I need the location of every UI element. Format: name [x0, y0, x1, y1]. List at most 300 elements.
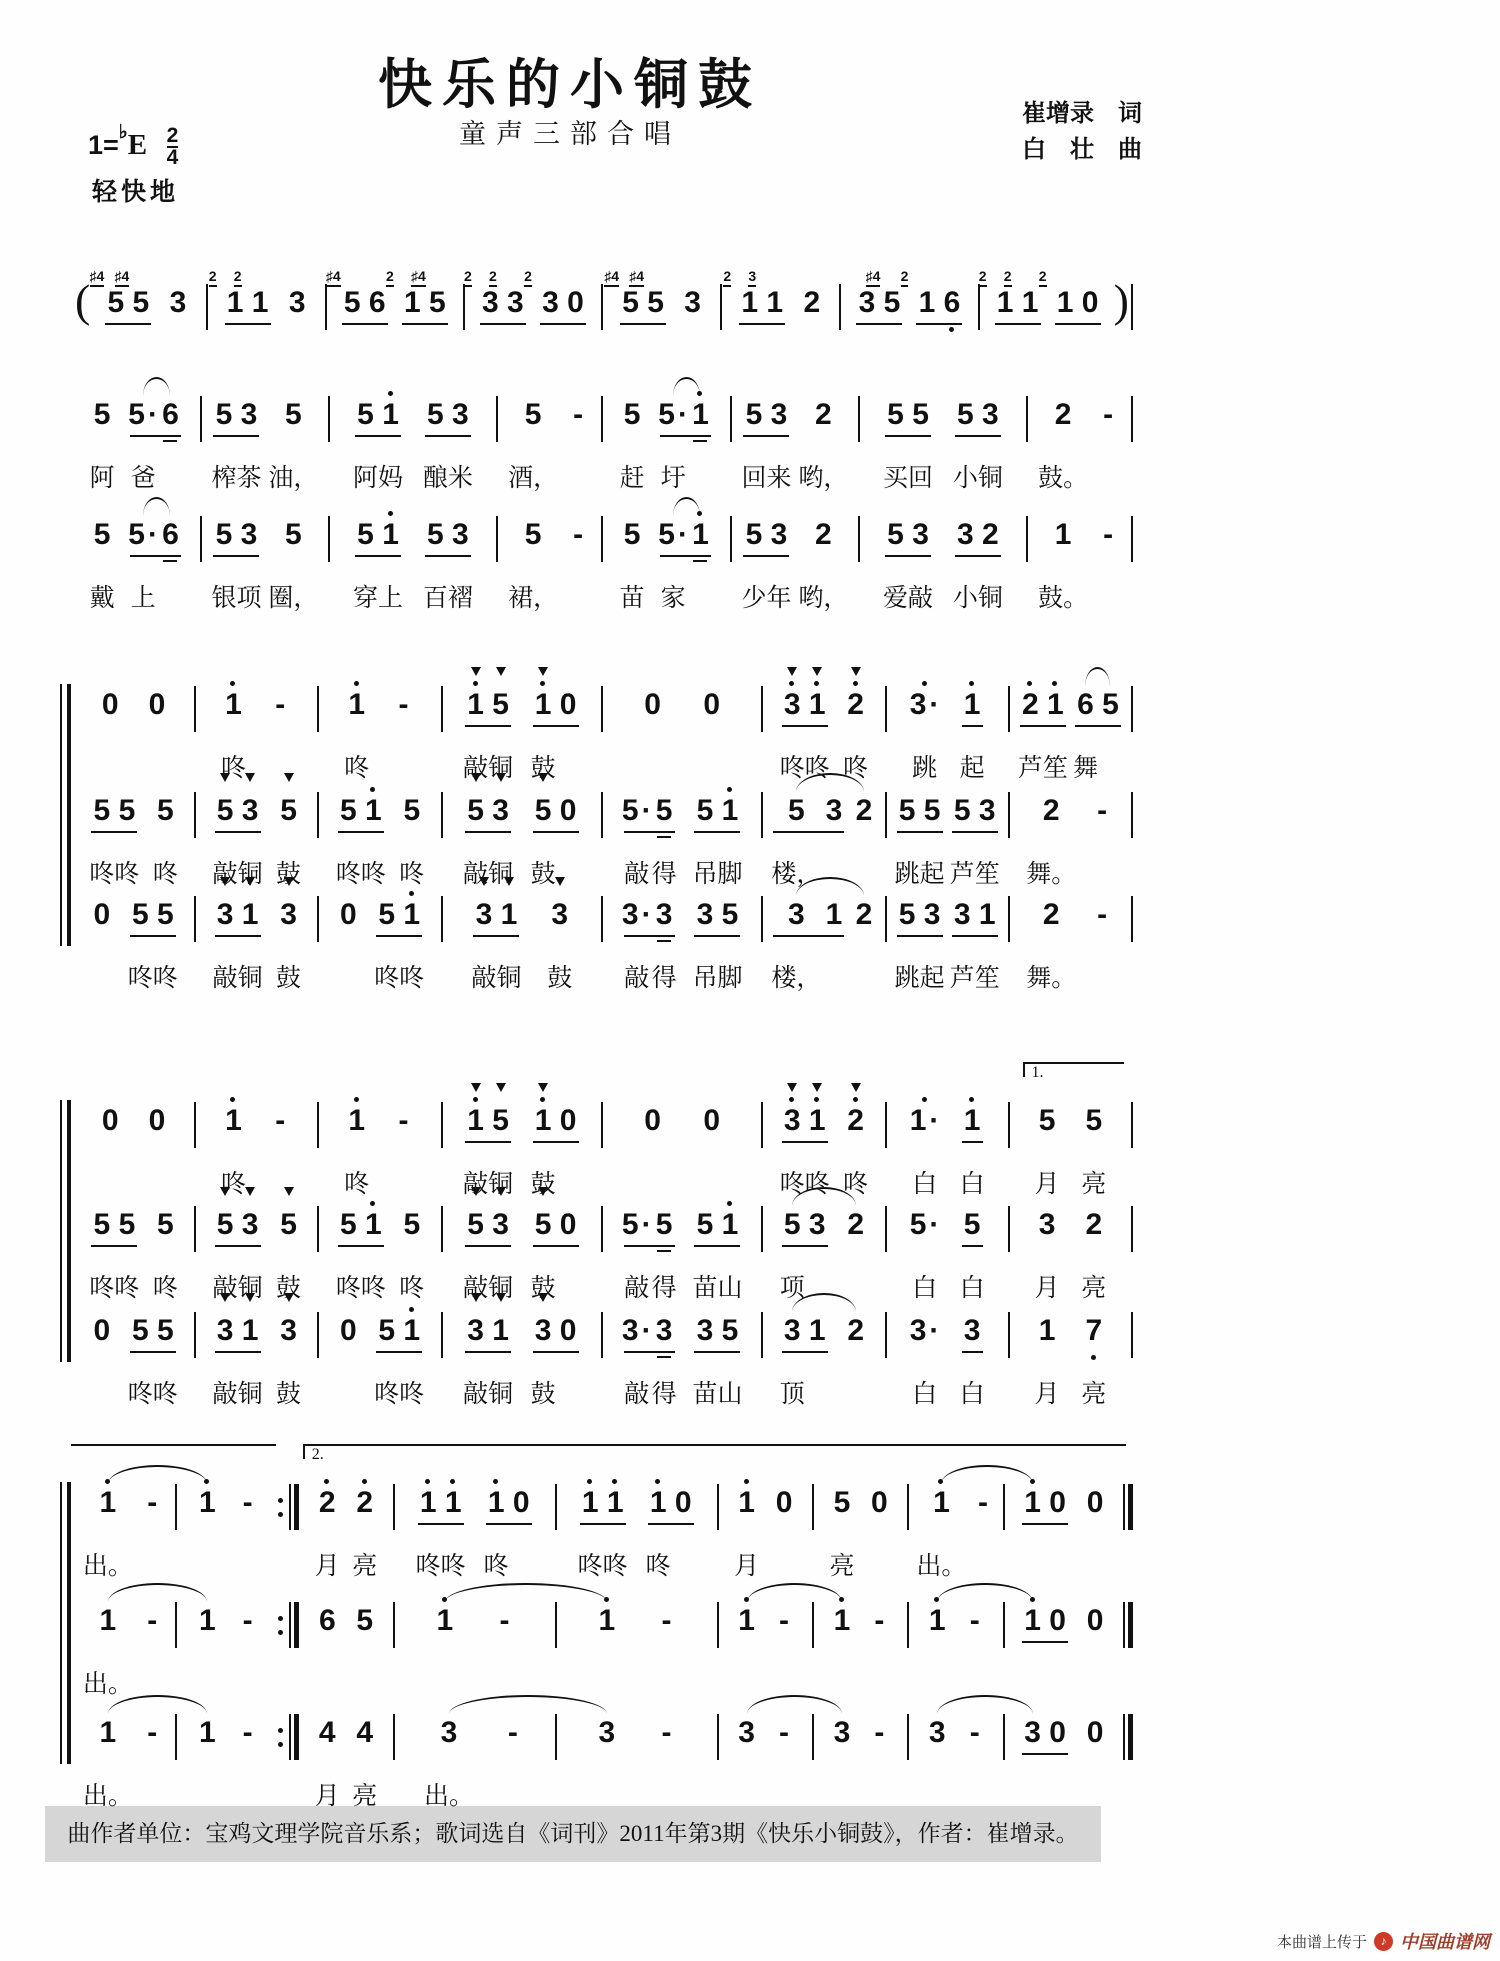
note-number: 5 — [131, 1314, 149, 1347]
note-token — [603, 1460, 628, 1578]
beam-line — [465, 725, 511, 727]
measure — [301, 1460, 390, 1578]
note-number: 5 — [403, 1208, 421, 1241]
note-token — [1083, 1690, 1108, 1808]
barline-thin — [812, 1484, 814, 1530]
note-number: 5 — [887, 518, 904, 551]
note-number: - — [275, 1104, 286, 1137]
note-number: 1 — [722, 1208, 739, 1244]
measure — [605, 1182, 759, 1300]
measure — [889, 872, 1006, 990]
beam-group — [778, 662, 832, 780]
beam-group — [414, 1460, 468, 1578]
barline-thin — [839, 284, 841, 330]
note-token — [441, 1460, 466, 1578]
measure — [500, 372, 599, 490]
note-number: 3 · — [909, 1314, 940, 1347]
lyric-syllable: 月 — [314, 1783, 340, 1810]
barline-thin — [601, 516, 603, 562]
note-token — [448, 492, 473, 610]
note-token — [699, 1078, 724, 1196]
lyric-syllable: 酒， — [508, 465, 559, 492]
note-number: 3 — [242, 1208, 259, 1244]
note-number: 3 — [928, 1716, 946, 1749]
note-number: 2 — [1054, 398, 1072, 431]
note-number: 1 — [607, 1486, 624, 1522]
beam-line — [376, 1351, 422, 1353]
note-token — [211, 372, 236, 490]
note-number: 2 — [847, 688, 864, 724]
note-number: 1 — [582, 1486, 599, 1522]
beam-group — [644, 1460, 698, 1578]
beam-group — [948, 872, 1002, 990]
note-number: 5 — [356, 1604, 374, 1637]
note-token — [410, 260, 450, 378]
note-token — [883, 372, 908, 490]
beam-group — [841, 1078, 870, 1196]
note-number: 3 — [535, 1314, 552, 1350]
note-token — [399, 768, 424, 886]
beam-group — [351, 372, 405, 490]
beam-group — [142, 662, 171, 780]
note-number: 1 — [99, 1604, 117, 1637]
barline-thin — [761, 686, 763, 732]
note-token — [566, 492, 591, 610]
note-token — [268, 372, 318, 490]
measure — [301, 1578, 390, 1696]
lyric-syllable: 白 — [959, 1381, 985, 1408]
lyric-syllable: 咚 — [152, 965, 178, 992]
note-number: 1 — [692, 518, 709, 554]
measure — [889, 1182, 1006, 1300]
note-number: 3 — [240, 518, 258, 551]
note-token — [524, 260, 563, 378]
octave-dot-icon — [789, 681, 794, 686]
beam-group — [529, 1182, 583, 1300]
beam-line — [648, 1523, 694, 1525]
sixteenth-underline-icon — [657, 1356, 671, 1358]
note-number: 5 — [745, 518, 763, 551]
grace-note: 3 — [748, 269, 756, 287]
verse-line-2 — [75, 492, 1135, 610]
beam-group — [908, 1182, 942, 1300]
beam-group — [739, 492, 793, 610]
note-number: 3 — [492, 1208, 509, 1244]
grace-note: 2 — [234, 269, 242, 287]
lyric-syllable: 哟， — [798, 585, 849, 612]
barline-thick — [1128, 1714, 1133, 1760]
measure — [75, 1182, 192, 1300]
note-number: 2 — [855, 898, 873, 931]
note-number: - — [499, 1604, 510, 1637]
note-token — [153, 1288, 178, 1406]
octave-dot-icon — [409, 891, 414, 896]
lyric-syllable: 出。 — [424, 1783, 475, 1810]
note-number: 3 — [982, 398, 999, 431]
lyric-syllable: 阿 — [353, 465, 379, 492]
barline-thin — [441, 792, 443, 838]
measure — [198, 662, 315, 780]
note-token — [960, 662, 985, 780]
note-number: 2 — [1085, 1208, 1103, 1241]
staccato-icon — [538, 1293, 548, 1302]
lyric-syllable: 小 — [952, 585, 978, 612]
note-number: 5 — [427, 398, 444, 431]
note-token — [488, 1182, 513, 1300]
lyric-syllable: 咚 — [399, 861, 425, 888]
beam-group — [978, 260, 1045, 378]
staccato-icon — [538, 667, 548, 676]
barline — [1121, 1484, 1135, 1530]
lyric-syllable: 少 — [741, 585, 767, 612]
beam-group — [620, 1182, 679, 1300]
measure — [301, 1690, 390, 1808]
beam-group — [948, 768, 1002, 886]
note-number: 5 — [156, 898, 174, 931]
note-number: 5 — [215, 518, 233, 551]
staccato-icon — [471, 1083, 481, 1092]
beam-group — [620, 872, 679, 990]
note-number: 0 — [1049, 1716, 1066, 1749]
measure — [445, 1078, 599, 1196]
note-number: 6 — [943, 286, 961, 319]
note-token — [315, 1578, 340, 1696]
note-number: 5 ♯4 — [410, 268, 446, 319]
lyric-syllable: 咚 — [360, 861, 386, 888]
tempo-marking: 轻快地 — [92, 178, 180, 206]
note-number: 3 — [784, 1104, 801, 1140]
beam-group — [638, 1078, 667, 1196]
lyric-syllable: 咚 — [843, 755, 869, 782]
beam-line — [620, 323, 666, 325]
note-number: 5 — [217, 794, 234, 830]
augmentation-dot-icon: · — [641, 794, 652, 827]
augmentation-dot-icon: · — [929, 1208, 940, 1241]
note-number: - — [1097, 898, 1108, 931]
beam-group — [908, 1078, 942, 1196]
octave-dot-icon — [1027, 681, 1032, 686]
note-token — [90, 372, 115, 490]
octave-dot-icon — [969, 681, 974, 686]
beam-group — [958, 662, 987, 780]
barline-thin — [194, 686, 196, 732]
measure — [1012, 768, 1129, 886]
barline-thin — [555, 1484, 557, 1530]
octave-dot-icon — [473, 1097, 478, 1102]
barline-thin — [601, 1312, 603, 1358]
lyric-syllable: 铜 — [237, 965, 263, 992]
staccato-icon — [245, 1187, 255, 1196]
lyric-syllable: 圩 — [660, 465, 686, 492]
note-token — [352, 1690, 377, 1808]
note-number: 2 — [814, 398, 832, 431]
beam-line — [540, 323, 586, 325]
barline-thin — [194, 896, 196, 942]
note-token — [563, 260, 588, 378]
note-token — [236, 372, 261, 490]
barline-thin — [885, 686, 887, 732]
beam-line — [213, 435, 259, 437]
note-number: 3 — [240, 398, 258, 431]
measure — [605, 372, 728, 490]
lyric-syllable: 出。 — [82, 1783, 133, 1810]
beam-line — [952, 831, 998, 833]
note-number: 5 · — [621, 794, 652, 827]
note-number: 3 — [1024, 1716, 1041, 1749]
beam-group — [1033, 1288, 1062, 1406]
note-number: 0 — [93, 898, 111, 931]
barline-thin — [393, 1602, 395, 1648]
note-number: 1 — [403, 1314, 420, 1350]
staccato-icon — [220, 1293, 230, 1302]
lyric-syllable: 鼓。 — [1038, 465, 1089, 492]
beam-group — [233, 1690, 262, 1808]
lyric-syllable: 来 — [766, 465, 792, 492]
note-token — [315, 1460, 340, 1578]
measure — [843, 260, 975, 378]
beam-group — [274, 768, 303, 886]
beam-group — [900, 260, 966, 378]
note-number: 3 — [783, 1314, 801, 1347]
staccato-icon — [496, 773, 506, 782]
measure — [321, 662, 438, 780]
lyric-syllable: 咚 — [127, 1381, 153, 1408]
lyric-syllable: 月 — [314, 1553, 340, 1580]
note-token — [213, 768, 238, 886]
note-number: 5 — [524, 518, 542, 551]
lyric-syllable: 铜 — [977, 585, 1003, 612]
barline-thin — [441, 896, 443, 942]
note-token — [671, 1460, 696, 1578]
beam-group — [908, 662, 942, 780]
grace-note: ♯4 — [629, 269, 644, 287]
note-token — [1038, 260, 1078, 378]
beam-group — [208, 260, 275, 378]
octave-dot-icon — [814, 1097, 819, 1102]
octave-dot-icon — [362, 1479, 367, 1484]
beam-group — [211, 872, 265, 990]
note-token — [652, 872, 677, 990]
chorus1-voice3 — [75, 872, 1135, 990]
note-number: 0 — [644, 1104, 661, 1137]
lyric-syllable: 咚 — [335, 861, 361, 888]
lyric-syllable: 铜 — [488, 1275, 514, 1302]
beam-group — [529, 662, 583, 780]
lyric-syllable: 舞 — [1072, 755, 1098, 782]
beam-line — [465, 831, 511, 833]
beam-line — [486, 1523, 532, 1525]
note-token — [89, 768, 114, 886]
octave-dot-icon — [587, 1479, 592, 1484]
lyric-syllable: 小 — [952, 465, 978, 492]
beam-group — [893, 872, 947, 990]
beam-line — [533, 725, 579, 727]
sixteenth-underline-icon — [693, 440, 707, 442]
note-number: 3 — [217, 898, 234, 934]
lyric-syllable: 敲 — [212, 965, 238, 992]
beam-line — [773, 935, 844, 937]
measure — [90, 260, 203, 378]
lyric-syllable: 鼓。 — [1038, 585, 1089, 612]
beam-line — [338, 831, 384, 833]
beam-group — [739, 372, 793, 490]
barline-thin — [907, 1602, 909, 1648]
note-token — [622, 768, 652, 886]
note-number: 1 — [99, 1716, 117, 1749]
lyric-syllable: 白 — [912, 1275, 938, 1302]
lyric-syllable: 芦 — [949, 965, 975, 992]
beam-group — [233, 1460, 262, 1578]
measure — [397, 1460, 553, 1578]
note-token — [399, 1288, 424, 1406]
note-token — [235, 1460, 260, 1578]
lyric-syllable: 铜 — [496, 965, 522, 992]
note-token — [238, 872, 263, 990]
beam-line — [91, 831, 137, 833]
measure — [1012, 662, 1129, 780]
beam-group — [958, 1078, 987, 1196]
measure — [559, 1460, 715, 1578]
lyric-syllable: 回 — [908, 465, 934, 492]
note-number: 3 — [696, 898, 714, 931]
lyric-syllable: 咚 — [399, 1275, 425, 1302]
note-token — [114, 260, 153, 378]
measure — [605, 1288, 759, 1406]
note-token — [950, 872, 975, 990]
augmentation-dot-icon: · — [929, 688, 940, 721]
barline-thin — [601, 686, 603, 732]
note-token — [235, 1690, 260, 1808]
measure — [605, 492, 728, 610]
grace-note: 2 — [979, 269, 987, 287]
note-token — [640, 1078, 665, 1196]
octave-dot-icon — [473, 681, 478, 686]
note-token — [399, 872, 424, 990]
measure — [445, 872, 599, 990]
barline-thin — [1008, 1206, 1010, 1252]
note-token — [361, 1182, 386, 1300]
barline-thin — [907, 1484, 909, 1530]
lyric-syllable: 铜 — [488, 755, 514, 782]
measure — [198, 872, 315, 990]
note-token — [766, 372, 791, 490]
note-number: 1 — [1038, 1314, 1056, 1347]
barline-thin — [601, 792, 603, 838]
note-token — [799, 260, 824, 378]
beam-group — [351, 492, 405, 610]
note-token — [416, 1460, 441, 1578]
note-token — [910, 662, 940, 780]
note-token — [547, 872, 572, 990]
note-token — [908, 492, 933, 610]
beam-group — [1036, 372, 1090, 490]
note-number: 5 — [721, 1314, 739, 1347]
measure — [325, 260, 461, 378]
barline-thin — [441, 1206, 443, 1252]
lyric-syllable: 年 — [766, 585, 792, 612]
staccato-icon — [245, 773, 255, 782]
barline-thin — [885, 896, 887, 942]
lyric-syllable: 铜 — [488, 1381, 514, 1408]
lyric-syllable: 爸 — [130, 465, 156, 492]
barline — [1129, 1102, 1135, 1148]
note-token — [908, 372, 933, 490]
lyric-syllable: 起 — [919, 861, 945, 888]
intro-line — [75, 260, 1135, 378]
barline — [1129, 284, 1135, 330]
beam-line — [465, 1351, 511, 1353]
barline-thin — [601, 1102, 603, 1148]
barline-thin — [317, 1102, 319, 1148]
note-number: 1 — [242, 898, 259, 934]
octave-dot-low-icon — [949, 327, 954, 332]
note-number: 0 — [775, 1486, 793, 1519]
lyric-syllable: 出。 — [82, 1553, 133, 1580]
sixteenth-underline-icon — [163, 440, 177, 442]
note-number: 1 — [225, 1104, 242, 1140]
beam-line — [338, 1245, 384, 1247]
barline-thin — [1008, 686, 1010, 732]
lyric-syllable: 舞。 — [1026, 965, 1077, 992]
note-token — [238, 768, 263, 886]
beam-group — [770, 1460, 799, 1578]
lyric-syllable: 赶 — [619, 465, 645, 492]
note-number: 3 — [242, 794, 259, 830]
beam-group — [618, 372, 647, 490]
note-token — [780, 662, 805, 780]
lyric-syllable: 得 — [651, 1381, 677, 1408]
note-number: 1 3 — [748, 268, 784, 319]
lyric-syllable: 得 — [651, 1275, 677, 1302]
beam-line — [425, 435, 471, 437]
beam-line — [743, 435, 789, 437]
beam-group — [96, 1078, 125, 1196]
lyric-syllable: 爱 — [883, 585, 909, 612]
note-token — [805, 1078, 830, 1196]
beam-line — [215, 831, 261, 833]
lyric-syllable: 项 — [779, 1275, 805, 1302]
note-number: 1 — [492, 1314, 509, 1350]
note-number: 2 — [1042, 898, 1060, 931]
beam-line — [533, 831, 579, 833]
note-number: 0 — [1049, 1604, 1066, 1637]
beam-line — [694, 935, 740, 937]
lyric-syllable: 月 — [1034, 1171, 1060, 1198]
note-token — [89, 1288, 114, 1406]
grace-note: 2 — [1039, 269, 1047, 287]
beam-group — [421, 372, 475, 490]
barline — [1121, 1714, 1135, 1760]
note-number: 0 — [1081, 286, 1099, 319]
octave-dot-icon — [727, 1201, 732, 1206]
note-number: 5 — [923, 794, 941, 827]
note-number: 5 — [217, 1208, 234, 1244]
lyric-syllable: 亮 — [1081, 1275, 1107, 1302]
beam-group — [865, 1460, 894, 1578]
barline-thin — [885, 1102, 887, 1148]
beam-group — [545, 872, 574, 990]
note-token — [484, 1460, 509, 1578]
barline-thin — [555, 1714, 557, 1760]
note-number: 1 — [964, 1104, 981, 1140]
note-token — [353, 372, 378, 490]
beam-line — [916, 323, 962, 325]
note-number: 0 — [674, 1486, 692, 1519]
note-token — [488, 768, 513, 886]
barline-thin — [885, 1206, 887, 1252]
note-number: 3 — [452, 398, 469, 431]
beam-group — [697, 1078, 726, 1196]
